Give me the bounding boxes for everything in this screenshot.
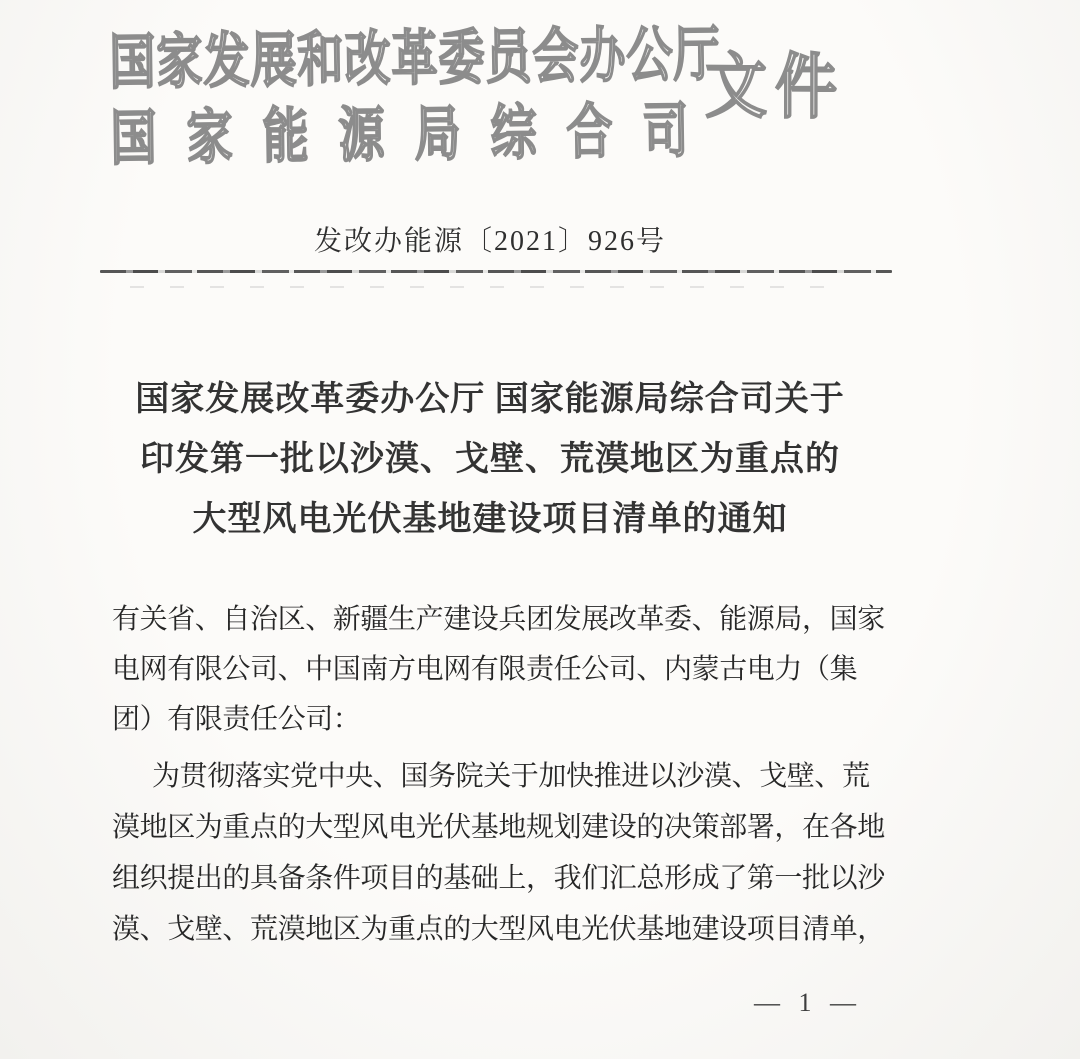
letterhead bbox=[109, 5, 891, 186]
scan-artifact-line bbox=[130, 286, 850, 288]
salutation-line-1: 有关省、自治区、新疆生产建设兵团发展改革委、能源局，国家 bbox=[112, 604, 885, 635]
letterhead-document-word: 文件 bbox=[704, 48, 846, 128]
body-paragraph-line-1: 为贯彻落实党中央、国务院关于加快推进以沙漠、戈壁、荒 bbox=[152, 761, 870, 792]
document-title bbox=[0, 370, 980, 550]
document-title-line-1: 国家发展改革委办公厅 国家能源局综合司关于 bbox=[135, 381, 845, 418]
salutation bbox=[112, 595, 894, 745]
salutation-line-3: 团）有限责任公司： bbox=[112, 704, 361, 735]
salutation-line-2: 电网有限公司、中国南方电网有限责任公司、内蒙古电力（集 bbox=[112, 654, 858, 685]
header-divider-rule bbox=[100, 270, 892, 273]
document-title-line-2: 印发第一批以沙漠、戈壁、荒漠地区为重点的 bbox=[140, 441, 840, 478]
reference-number: 发改办能源〔2021〕926号 bbox=[313, 226, 666, 257]
body-paragraph bbox=[112, 751, 894, 955]
letterhead-org-line-1: 国家发展和改革委员会办公厅 bbox=[109, 21, 721, 97]
body-paragraph-line-2: 漠地区为重点的大型风电光伏基地规划建设的决策部署，在各地 bbox=[112, 812, 885, 843]
page-number: — 1 — bbox=[754, 988, 862, 1017]
document-title-line-3: 大型风电光伏基地建设项目清单的通知 bbox=[192, 501, 788, 538]
body-paragraph-line-3: 组织提出的具备条件项目的基础上，我们汇总形成了第一批以沙 bbox=[112, 863, 885, 894]
body-paragraph-line-4: 漠、戈壁、荒漠地区为重点的大型风电光伏基地建设项目清单， bbox=[112, 914, 885, 945]
letterhead-org-line-2: 国家能源局综合司 bbox=[110, 97, 719, 173]
